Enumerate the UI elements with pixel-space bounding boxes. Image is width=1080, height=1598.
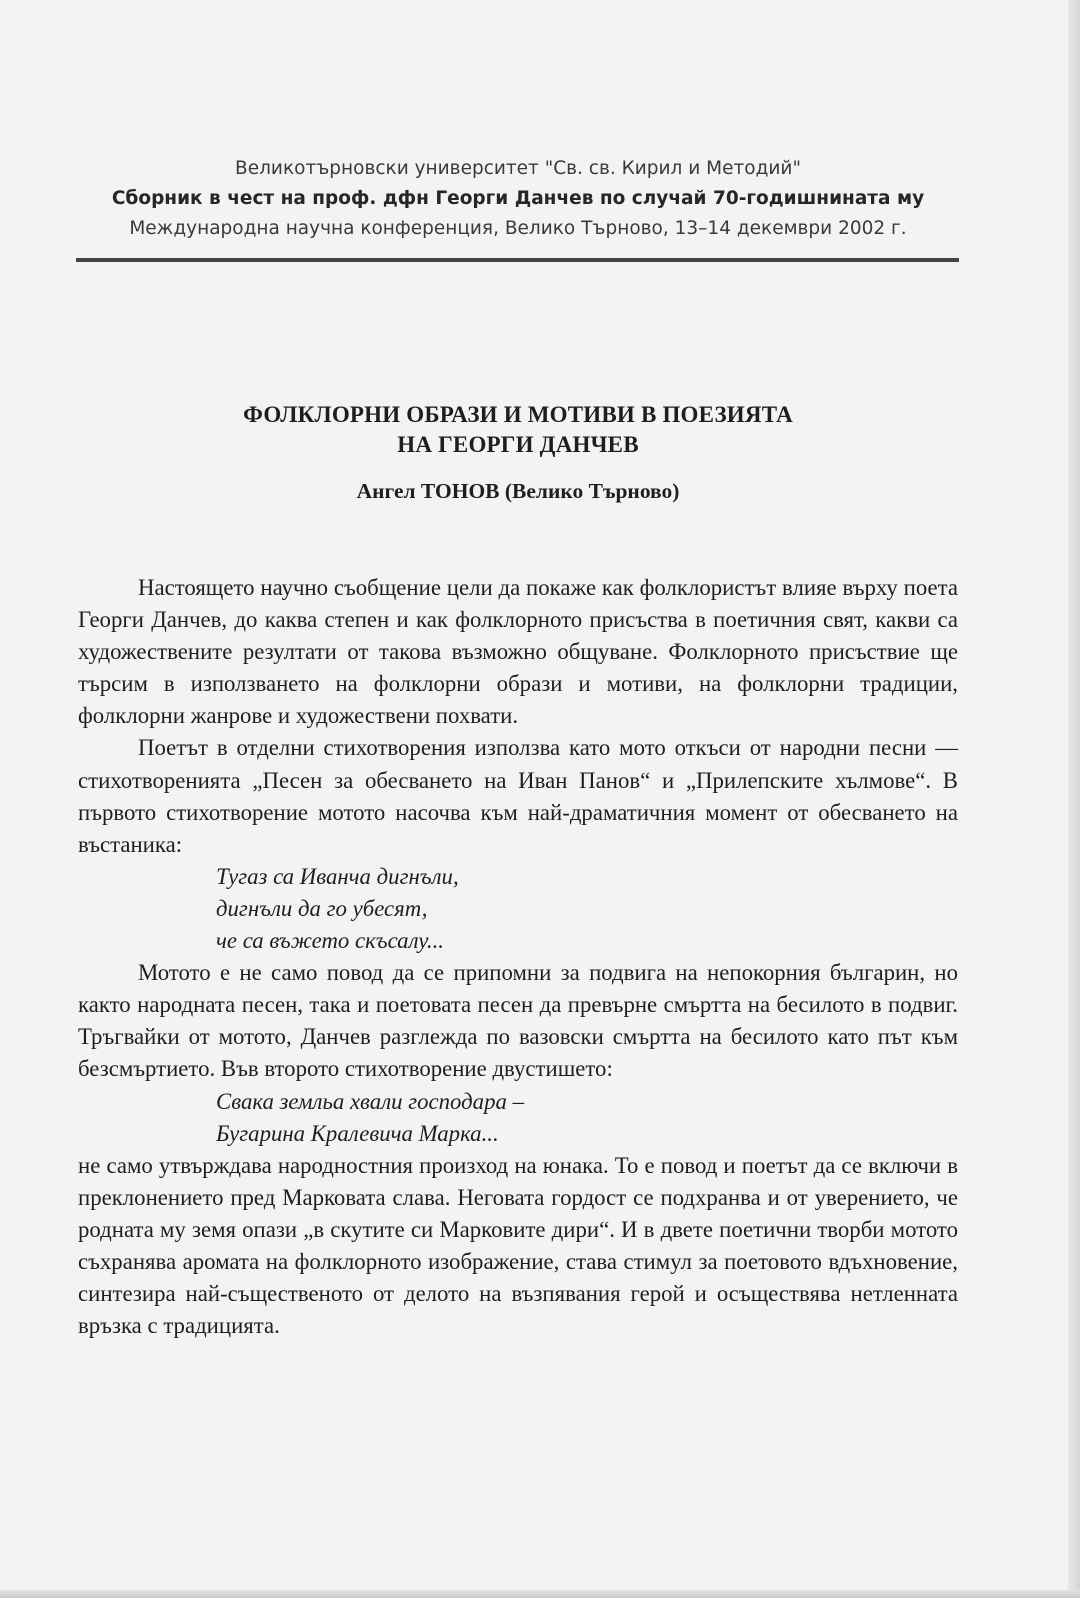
running-header bbox=[78, 154, 958, 244]
paragraph-1: Настоящето научно съобщение цели да покаже как фолклористът влияе върху поета Георги Данчев, до каква степен и как фолклорното присъства в поетичния свят, какви са художествените резултати от такова възможно общуване. Фолклорното присъствие ще търсим в използването на фолклорни образи и мотиви, на фолклорни традиции, фолклорни жанрове и художествени похвати. bbox=[78, 575, 958, 729]
paragraph-4: не само утвърждава народностния произход на юнака. То е повод и поетът да се включи в преклонението пред Марковата слава. Неговата гордост се подхранва и от уверението, че родната му земя опази „в скутите си Марковите дири“. И в двете поетични творби мотото съхранява аромата на фолклорното изображение, става стимул за поетовото вдъхновение, синтезира най-същественото от делото на възпявания герой и осъществява нетленната връзка с традицията. bbox=[78, 1152, 958, 1339]
header-conference: Международна научна конференция, Велико Търново, 13–14 декември 2002 г. bbox=[129, 218, 907, 239]
verse-line: Тугаз са Иванча дигнъли, bbox=[216, 863, 459, 889]
verse-line: Бугарина Кралевича Марка... bbox=[216, 1120, 499, 1146]
verse-quote-1 bbox=[216, 861, 958, 957]
page-edge-bottom bbox=[0, 1590, 1080, 1598]
header-collection: Сборник в чест на проф. дфн Георги Данчев по случай 70-годишнината му bbox=[111, 188, 925, 209]
verse-line: Свака земльа хвали господара – bbox=[216, 1088, 524, 1114]
paragraph-3: Мотото е не само повод да се припомни за подвига на непокорния българин, но както народната песен, така и поетовата песен да превърне смъртта на бесилото в подвиг. Тръгвайки от мотото, Данчев разглежда по вазовски смъртта на бесилото като път към безсмъртието. Във второто стихотворение двустишето: bbox=[78, 960, 958, 1082]
verse-line: че са въжето скъсалу... bbox=[216, 928, 444, 954]
paragraph-2: Поетът в отделни стихотворения използва като мото откъси от народни песни — стихотворенията „Песен за обесването на Иван Панов“ и „Прилепските хълмове“. В първото стихотворение мотото насочва към най-драматичния момент от обесването на въстаника: bbox=[78, 735, 958, 857]
header-university: Великотърновски университет "Св. св. Кирил и Методий" bbox=[235, 158, 801, 179]
verse-quote-2 bbox=[216, 1086, 958, 1150]
title-line-2: НА ГЕОРГИ ДАНЧЕВ bbox=[397, 432, 639, 457]
title-line-1: ФОЛКЛОРНИ ОБРАЗИ И МОТИВИ В ПОЕЗИЯТА bbox=[243, 402, 793, 427]
article-title bbox=[78, 400, 958, 460]
article-author: Ангел ТОНОВ (Велико Търново) bbox=[356, 479, 680, 503]
header-divider bbox=[76, 258, 959, 262]
verse-line: дигнъли да го убесят, bbox=[216, 895, 428, 921]
page-edge bbox=[1068, 0, 1080, 1598]
article-body bbox=[78, 572, 958, 1342]
